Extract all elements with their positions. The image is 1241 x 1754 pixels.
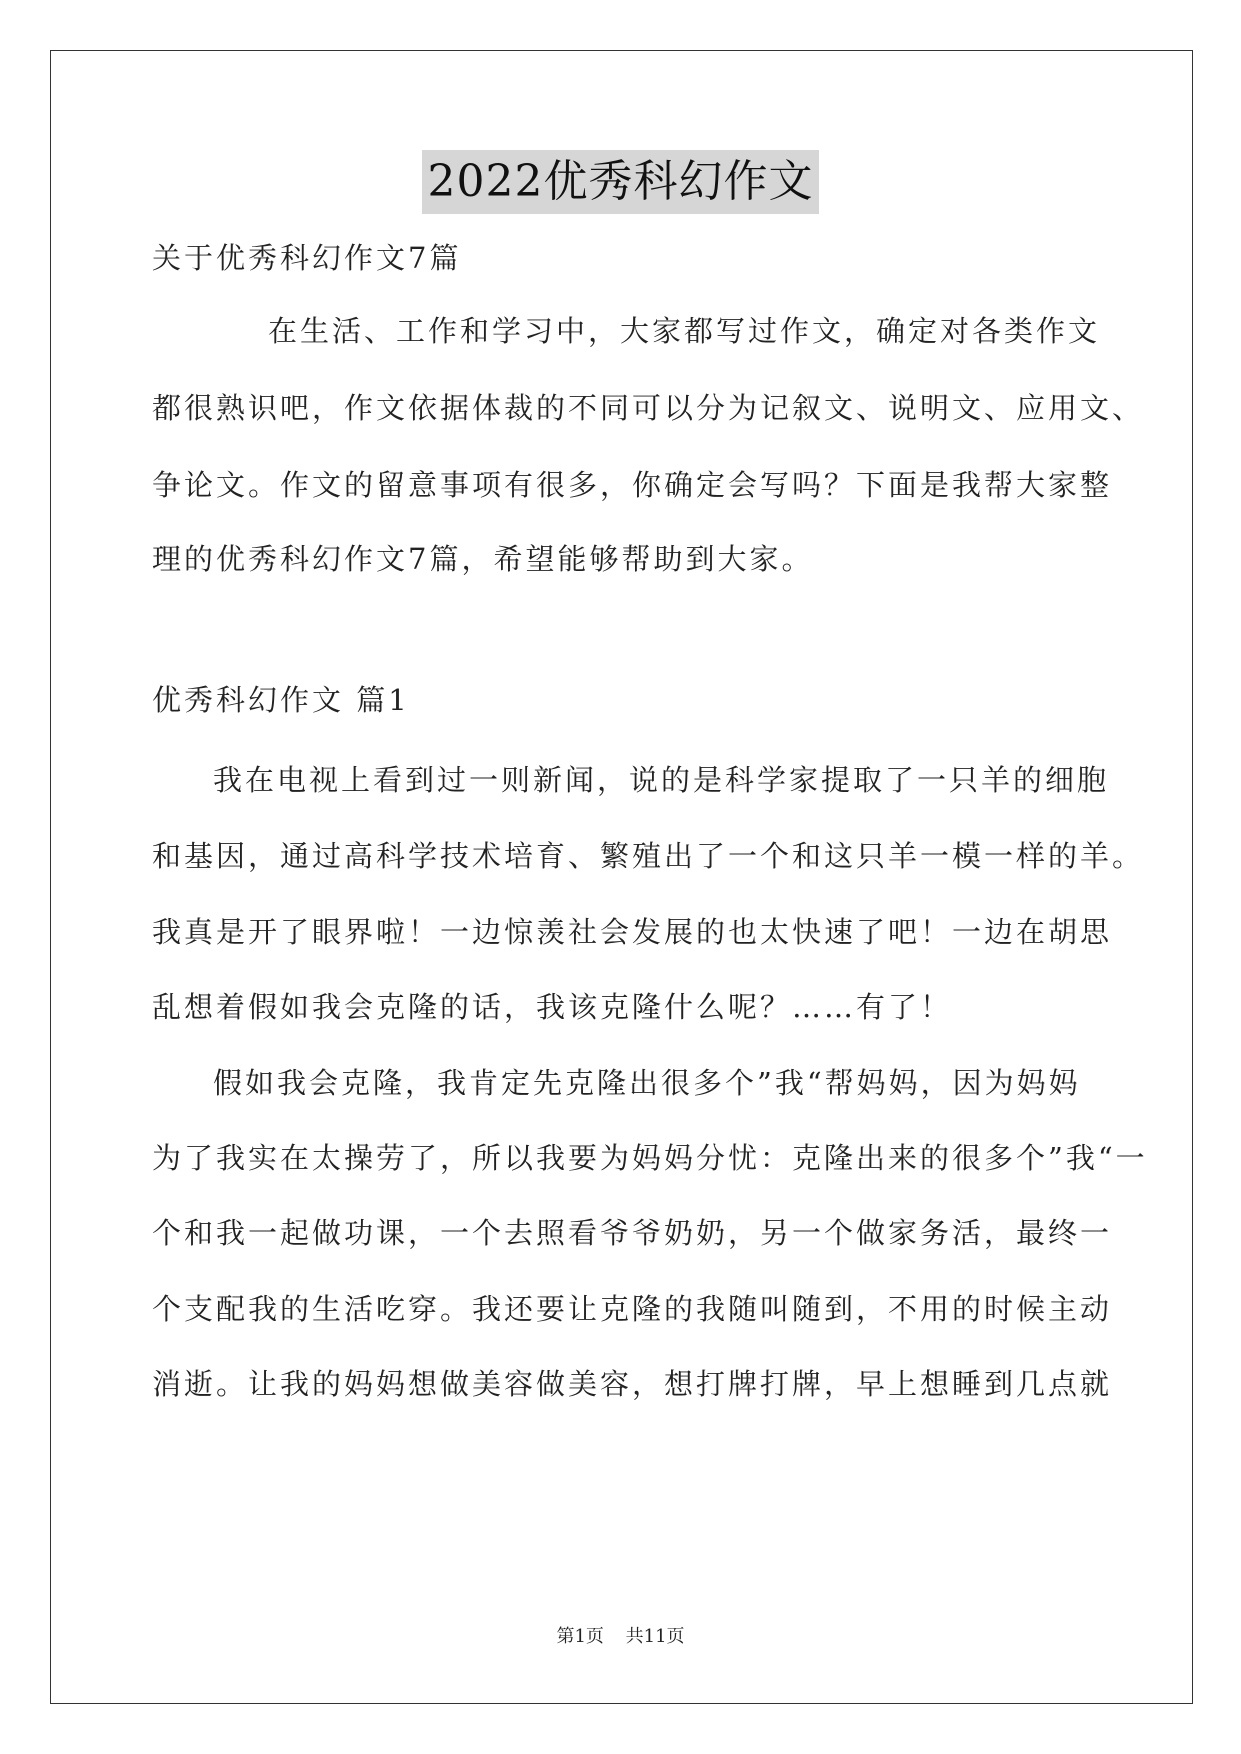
section-heading: 优秀科幻作文 篇1: [152, 683, 410, 717]
body-line: 和基因，通过高科学技术培育、繁殖出了一个和这只羊一模一样的羊。: [152, 839, 1145, 873]
page-footer: [0, 1622, 1241, 1648]
document-title: 2022优秀科幻作文: [422, 150, 820, 214]
body-line: 我在电视上看到过一则新闻，说的是科学家提取了一只羊的细胞: [213, 763, 1110, 797]
intro-line: 在生活、工作和学习中，大家都写过作文，确定对各类作文: [268, 314, 1101, 348]
body-line: 个和我一起做功课，一个去照看爷爷奶奶，另一个做家务活，最终一: [152, 1216, 1113, 1250]
body-line: 我真是开了眼界啦！一边惊羡社会发展的也太快速了吧！一边在胡思: [152, 915, 1113, 949]
body-line: 为了我实在太操劳了，所以我要为妈妈分忧：克隆出来的很多个”我“一: [152, 1141, 1148, 1175]
title-container: [0, 150, 1241, 214]
page-border: [50, 50, 1193, 1704]
intro-line: 都很熟识吧，作文依据体裁的不同可以分为记叙文、说明文、应用文、: [152, 391, 1145, 425]
document-subtitle: 关于优秀科幻作文7篇: [152, 241, 462, 275]
body-line: 消逝。让我的妈妈想做美容做美容，想打牌打牌，早上想睡到几点就: [152, 1367, 1113, 1401]
page-number: 第1页: [556, 1626, 604, 1647]
intro-line: 争论文。作文的留意事项有很多，你确定会写吗？下面是我帮大家整: [152, 468, 1113, 502]
intro-line: 理的优秀科幻作文7篇，希望能够帮助到大家。: [152, 542, 814, 576]
page-total: 共11页: [625, 1626, 685, 1647]
body-line: 个支配我的生活吃穿。我还要让克隆的我随叫随到，不用的时候主动: [152, 1292, 1113, 1326]
body-line: 乱想着假如我会克隆的话，我该克隆什么呢？……有了！: [152, 990, 953, 1024]
body-line: 假如我会克隆，我肯定先克隆出很多个”我“帮妈妈，因为妈妈: [213, 1066, 1081, 1100]
